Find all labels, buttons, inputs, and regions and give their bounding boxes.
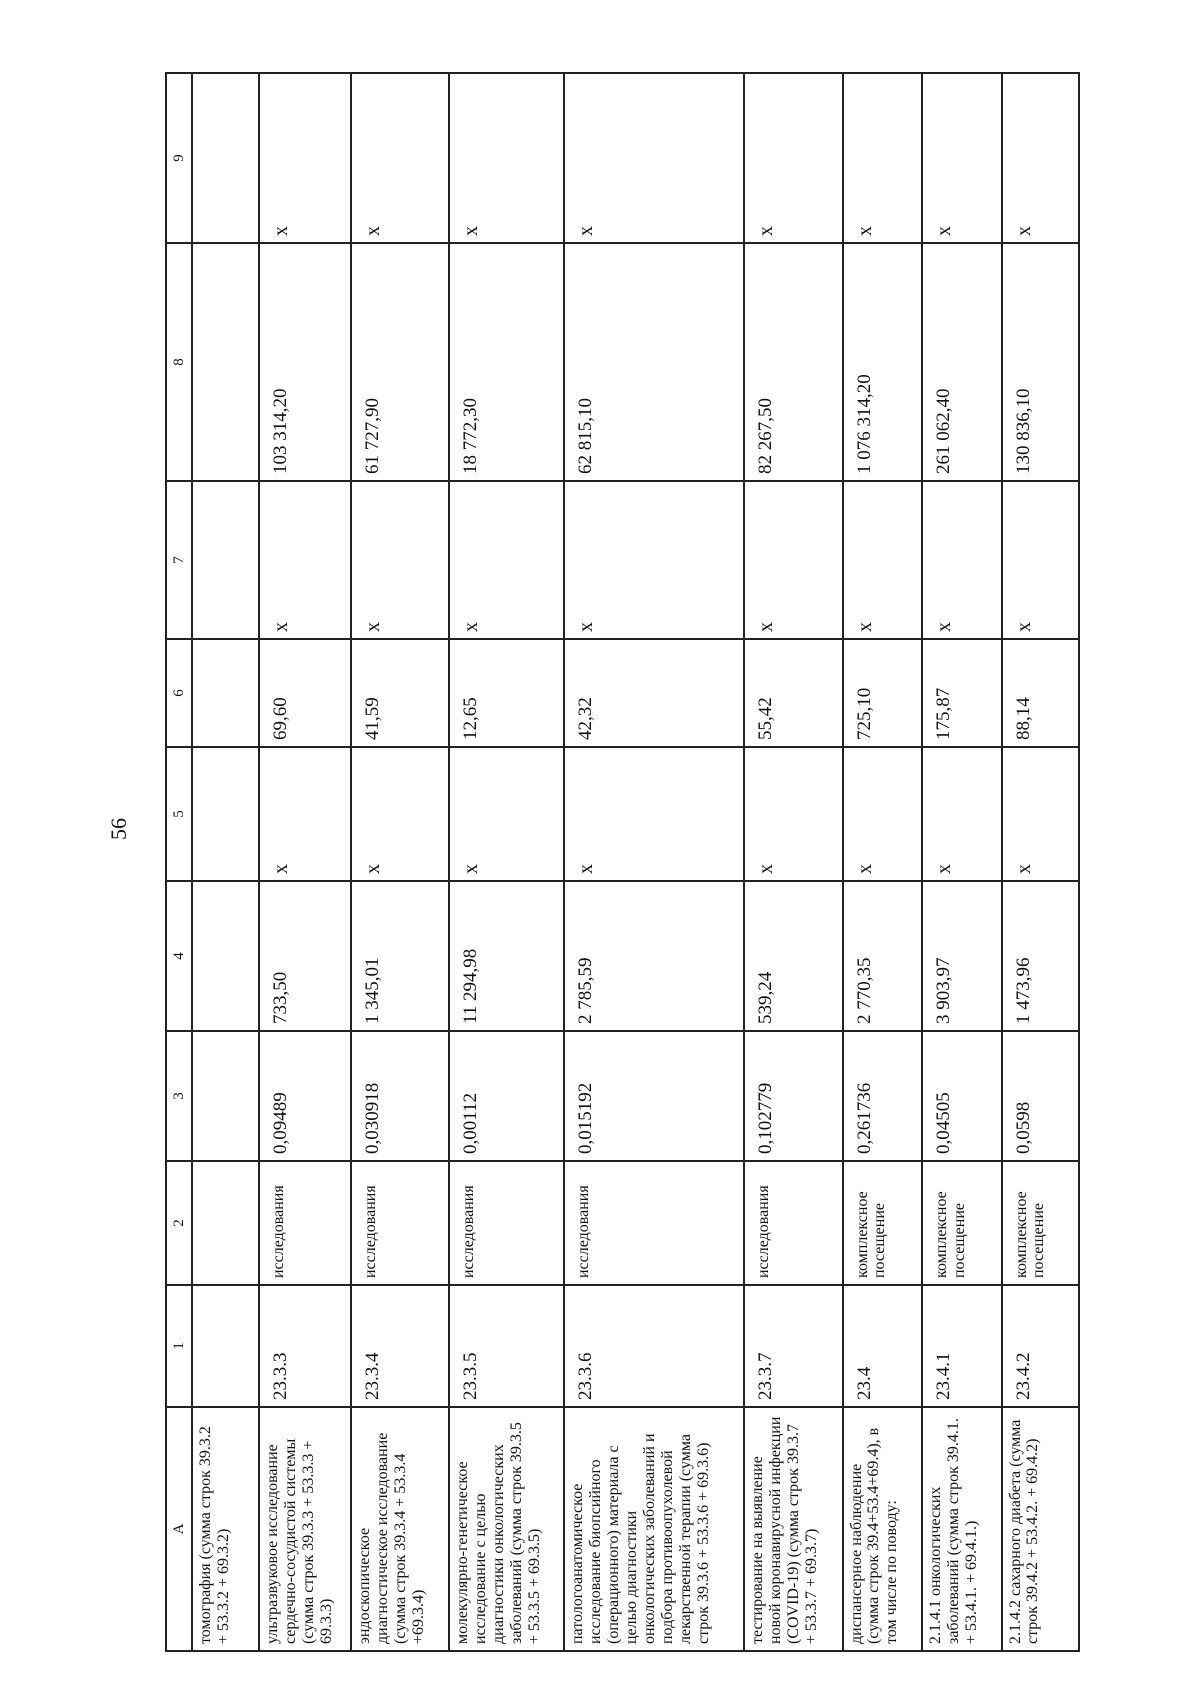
column-header: 2 (166, 1161, 192, 1285)
row-col-5: х (259, 747, 351, 881)
row-col-8: 103 314,20 (259, 243, 351, 481)
row-col-7: х (922, 481, 1001, 639)
row-col-7: х (744, 481, 842, 639)
column-header-row (166, 73, 192, 1651)
row-col-9: х (259, 73, 351, 243)
row-unit: исследования (351, 1161, 449, 1285)
row-col-8: 261 062,40 (922, 243, 1001, 481)
row-unit: исследования (259, 1161, 351, 1285)
row-col-6: 12,65 (449, 639, 564, 747)
table-row (449, 73, 564, 1651)
column-header: 8 (166, 243, 192, 481)
row-col-8 (192, 243, 259, 481)
table-row (351, 73, 449, 1651)
row-code: 23.4.1 (922, 1285, 1001, 1407)
row-col-6: 69,60 (259, 639, 351, 747)
row-unit: комплексное посещение (1002, 1161, 1079, 1285)
row-col-3: 0,09489 (259, 1031, 351, 1161)
table-row (259, 73, 351, 1651)
row-col-9: х (744, 73, 842, 243)
row-col-8: 130 836,10 (1002, 243, 1079, 481)
row-col-4: 1 345,01 (351, 881, 449, 1031)
row-col-8: 62 815,10 (564, 243, 744, 481)
column-header: 9 (166, 73, 192, 243)
row-col-5: х (351, 747, 449, 881)
row-col-5: х (564, 747, 744, 881)
row-col-8: 82 267,50 (744, 243, 842, 481)
row-code: 23.3.4 (351, 1285, 449, 1407)
row-col-9: х (1002, 73, 1079, 243)
row-unit (192, 1161, 259, 1285)
row-description: молекулярно-генетическое исследование с целью диагностики онкологических заболеваний (сумма строк 39.3.5 + 53.3.5 + 69.3.5) (449, 1407, 564, 1651)
table-row (192, 73, 259, 1651)
row-code: 23.4.2 (1002, 1285, 1079, 1407)
row-col-5: х (449, 747, 564, 881)
row-code: 23.3.7 (744, 1285, 842, 1407)
row-col-6: 88,14 (1002, 639, 1079, 747)
column-header: A (166, 1407, 192, 1651)
row-description: томография (сумма строк 39.3.2 + 53.3.2 + 69.3.2) (192, 1407, 259, 1651)
row-col-9: х (922, 73, 1001, 243)
tariff-table (165, 72, 1080, 1652)
row-col-5: х (1002, 747, 1079, 881)
row-col-3: 0,261736 (843, 1031, 922, 1161)
row-col-8: 61 727,90 (351, 243, 449, 481)
row-code: 23.3.3 (259, 1285, 351, 1407)
row-code: 23.3.6 (564, 1285, 744, 1407)
page-number: 56 (106, 818, 131, 840)
row-description: эндоскопическое диагностическое исследование (сумма строк 39.3.4 + 53.3.4 +69.3.4) (351, 1407, 449, 1651)
column-header: 6 (166, 639, 192, 747)
row-description: диспансерное наблюдение (сумма строк 39.4+53.4+69.4), в том числе по поводу: (843, 1407, 922, 1651)
row-col-7: х (259, 481, 351, 639)
table-row (564, 73, 744, 1651)
row-col-3: 0,0598 (1002, 1031, 1079, 1161)
row-col-4 (192, 881, 259, 1031)
row-col-4: 2 785,59 (564, 881, 744, 1031)
row-col-4: 11 294,98 (449, 881, 564, 1031)
row-description: патологоанатомическое исследование биопсийного (операционного) материала с целью диагностики онкологических заболеваний и подбора противоопухолевой лекарственной терапии (сумма строк 39.3.6 + 53.3.6 + 69.3.6) (564, 1407, 744, 1651)
row-unit: исследования (449, 1161, 564, 1285)
row-col-6: 42,32 (564, 639, 744, 747)
tariff-table-rotated (165, 74, 1080, 1652)
row-col-8: 18 772,30 (449, 243, 564, 481)
row-description: тестирование на выявление новой коронавирусной инфекции (COVID-19) (сумма строк 39.3.7 + 53.3.7 + 69.3.7) (744, 1407, 842, 1651)
table-row (1002, 73, 1079, 1651)
row-col-7: х (843, 481, 922, 639)
row-col-9: х (351, 73, 449, 243)
row-unit: комплексное посещение (922, 1161, 1001, 1285)
row-description: 2.1.4.1 онкологических заболеваний (сумма строк 39.4.1. + 53.4.1. + 69.4.1.) (922, 1407, 1001, 1651)
row-unit: исследования (744, 1161, 842, 1285)
row-col-6: 55,42 (744, 639, 842, 747)
row-col-3: 0,102779 (744, 1031, 842, 1161)
row-description: 2.1.4.2 сахарного диабета (сумма строк 39.4.2 + 53.4.2. + 69.4.2) (1002, 1407, 1079, 1651)
column-header: 5 (166, 747, 192, 881)
row-col-6 (192, 639, 259, 747)
row-code: 23.4 (843, 1285, 922, 1407)
row-col-9 (192, 73, 259, 243)
row-col-7: х (564, 481, 744, 639)
row-col-3: 0,00112 (449, 1031, 564, 1161)
row-code (192, 1285, 259, 1407)
row-col-3: 0,04505 (922, 1031, 1001, 1161)
row-col-5: х (922, 747, 1001, 881)
row-col-7 (192, 481, 259, 639)
row-col-5: х (843, 747, 922, 881)
row-col-8: 1 076 314,20 (843, 243, 922, 481)
table-row (922, 73, 1001, 1651)
row-col-4: 3 903,97 (922, 881, 1001, 1031)
row-col-4: 2 770,35 (843, 881, 922, 1031)
column-header: 4 (166, 881, 192, 1031)
row-description: ультразвуковое исследование сердечно-сосудистой системы (сумма строк 39.3.3 + 53.3.3 + 69.3.3) (259, 1407, 351, 1651)
column-header: 3 (166, 1031, 192, 1161)
row-col-4: 539,24 (744, 881, 842, 1031)
row-col-5: х (744, 747, 842, 881)
column-header: 1 (166, 1285, 192, 1407)
row-col-3: 0,015192 (564, 1031, 744, 1161)
row-col-9: х (843, 73, 922, 243)
row-col-7: х (1002, 481, 1079, 639)
row-code: 23.3.5 (449, 1285, 564, 1407)
row-col-6: 725,10 (843, 639, 922, 747)
row-col-3: 0,030918 (351, 1031, 449, 1161)
row-unit: комплексное посещение (843, 1161, 922, 1285)
row-col-3 (192, 1031, 259, 1161)
row-col-9: х (564, 73, 744, 243)
table-row (744, 73, 842, 1651)
table-row (843, 73, 922, 1651)
row-col-7: х (449, 481, 564, 639)
row-col-4: 733,50 (259, 881, 351, 1031)
row-col-6: 175,87 (922, 639, 1001, 747)
row-col-5 (192, 747, 259, 881)
row-col-9: х (449, 73, 564, 243)
row-col-6: 41,59 (351, 639, 449, 747)
row-col-7: х (351, 481, 449, 639)
column-header: 7 (166, 481, 192, 639)
row-unit: исследования (564, 1161, 744, 1285)
row-col-4: 1 473,96 (1002, 881, 1079, 1031)
